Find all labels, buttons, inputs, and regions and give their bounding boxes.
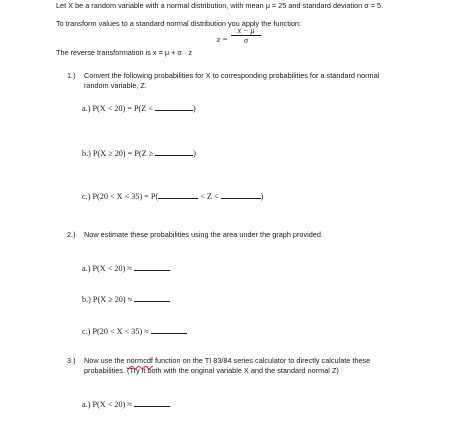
q1a-expression: P(X < 20) = P(Z < [92,104,153,113]
formula-denominator: σ [244,36,248,45]
q2c-answer-blank[interactable] [151,325,187,334]
q1c-lower-blank[interactable] [158,190,198,199]
q2b-answer-blank[interactable] [134,293,170,302]
q2a-expression: P(X < 20) ≈ [92,264,132,273]
q1b-close: ) [193,149,196,158]
q3-line1-post: function on the TI 83/84 series calculator to directly calculate these [154,356,371,365]
q1c-upper-blank[interactable] [221,190,261,199]
q2b-label: b.) [82,295,91,304]
q1c-label: c.) [82,192,91,201]
q3a-row [82,398,170,409]
q2c-expression: P(20 < X < 35) ≈ [92,327,149,336]
q1-number: 1.) [67,71,76,80]
reverse-text: The reverse transformation is x = μ + σ · z [56,48,193,57]
q3-line2: probabilities. (Try it both with the original variable X and the standard normal Z) [84,366,339,375]
q1c-expression: P(20 < X < 35) = P( [92,192,159,201]
q1-line1: Convert the following probabilities for X to corresponding probabilities for a standard normal [84,71,380,80]
q2c-row [82,325,187,336]
z-formula-fraction [231,26,261,45]
q1c-middle: < Z < [200,192,219,201]
q2-line1: Now estimate these probabilities using the area under the graph provided. [84,230,323,239]
q2b-row [82,293,170,304]
q2b-expression: P(X ≥ 20) ≈ [92,295,133,304]
intro-text: Let X be a random variable with a normal distribution, with mean μ = 25 and standard deviation σ = 5. [56,1,384,10]
q1a-close: ) [193,104,196,113]
q1a-row [82,102,196,113]
q1c-close: ) [260,192,264,201]
formula-lhs: z = [217,35,228,44]
normcdf-keyword: normcdf [126,356,153,365]
q1b-answer-blank[interactable] [155,147,193,156]
q2-number: 2.) [67,230,76,239]
q1a-answer-blank[interactable] [155,102,193,111]
q3a-expression: P(X < 20) ≈ [92,400,132,409]
q3a-label: a.) [82,400,91,409]
q1b-row [82,147,196,158]
q2c-label: c.) [82,327,91,336]
q1c-row [82,190,263,201]
q3-line1 [84,356,370,365]
q3-number: 3.) [67,356,76,365]
transform-text: To transform values to a standard normal distribution you apply the function: [56,19,301,28]
q2a-label: a.) [82,264,91,273]
q1-line2: random variable, Z. [84,81,147,90]
q3a-answer-blank[interactable] [134,398,170,407]
q1b-label: b.) [82,149,91,158]
q1b-expression: P(X ≥ 20) = P(Z ≥ [92,149,154,158]
q2a-answer-blank[interactable] [134,262,170,271]
q3-line1-pre: Now use the [84,356,125,365]
formula-numerator: x − μ [231,26,261,36]
q1a-label: a.) [82,104,91,113]
q2a-row [82,262,170,273]
